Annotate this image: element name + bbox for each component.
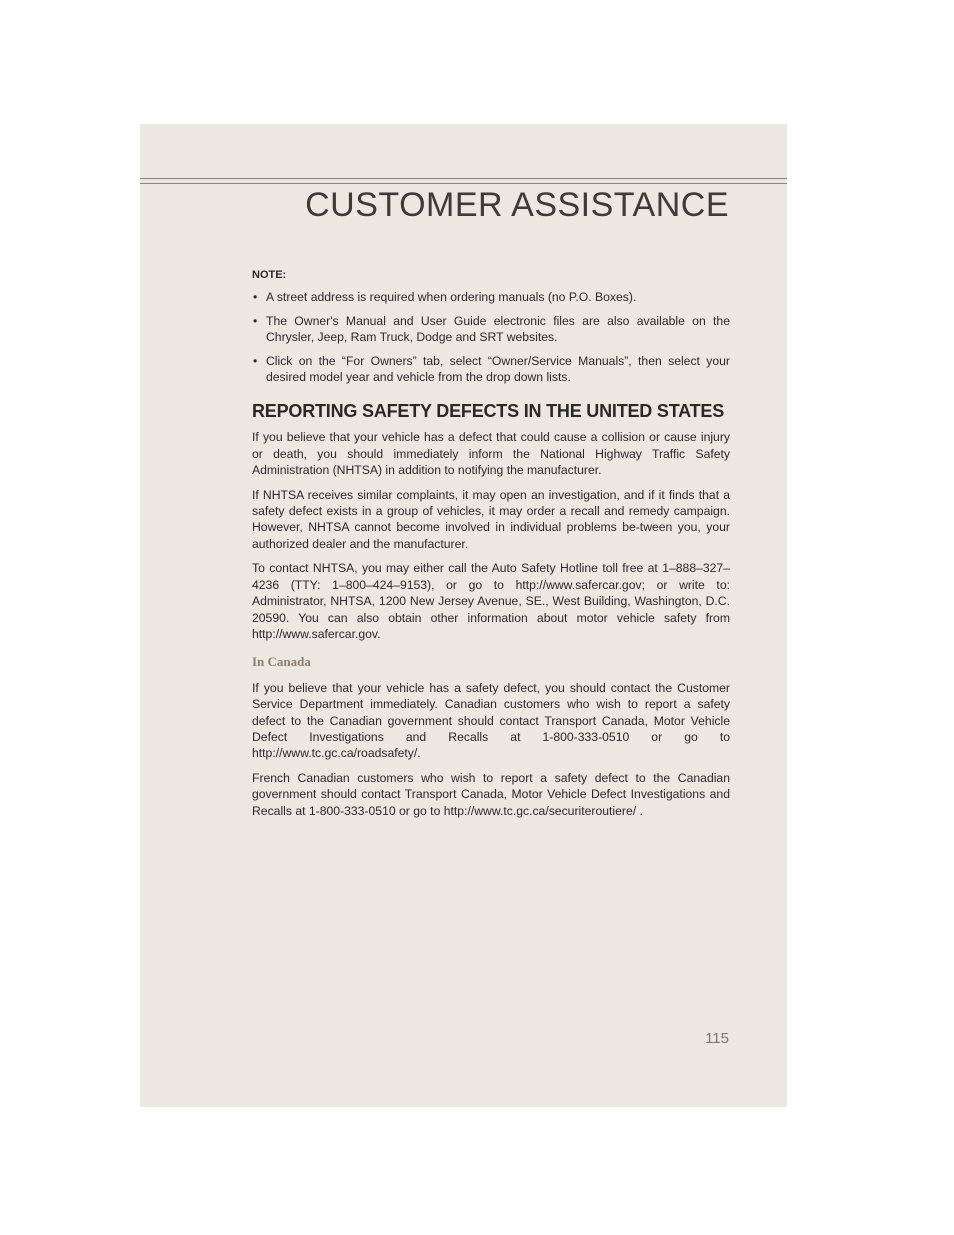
header-rule-bottom <box>140 183 787 184</box>
bullet-icon: • <box>253 353 258 368</box>
canada-subheading: In Canada <box>252 654 311 670</box>
section-paragraph: To contact NHTSA, you may either call the Auto Safety Hotline toll free at 1–888–327–4236 (TTY: 1–800–424–9153), or go to http://www.safercar.gov; or write to: Administrator, NHTSA, 1200 New Jersey Avenue, SE., West Building, Washington, D.C. 20590. You can also obtain other information about motor vehicle safety from http://www.safercar.gov. <box>252 561 730 641</box>
manual-page <box>140 124 787 1107</box>
page-content <box>252 267 730 827</box>
note-bullet-text: The Owner's Manual and User Guide electronic files are also available on the Chrysler, Jeep, Ram Truck, Dodge and SRT websites. <box>266 313 730 345</box>
section-heading: REPORTING SAFETY DEFECTS IN THE UNITED STATES <box>252 401 725 422</box>
note-bullet-list <box>252 289 730 385</box>
canada-paragraph: French Canadian customers who wish to report a safety defect to the Canadian government should contact Transport Canada, Motor Vehicle Defect Investigations and Recalls at 1-800-333-0510 or go to http://www.tc.gc.ca/securiteroutiere/ . <box>252 770 730 818</box>
note-bullet-item <box>252 313 730 346</box>
header-rule-top <box>140 178 787 179</box>
bullet-icon: • <box>253 290 258 305</box>
note-label: NOTE: <box>252 269 287 281</box>
note-bullet-item <box>252 289 730 305</box>
canada-paragraph: If you believe that your vehicle has a safety defect, you should contact the Customer Service Department immediately. Canadian customers who wish to report a safety defect to the Canadian government should contact Transport Canada, Motor Vehicle Defect Investigations and Recalls at 1-800-333-0510 or go to http://www.tc.gc.ca/roadsafety/. <box>252 680 730 761</box>
section-paragraph: If you believe that your vehicle has a defect that could cause a collision or cause injury or death, you should immediately inform the National Highway Traffic Safety Administration (NHTSA) in addition to notifying the manufacturer. <box>252 430 730 478</box>
section-paragraph: If NHTSA receives similar complaints, it may open an investigation, and if it finds that a safety defect exists in a group of vehicles, it may order a recall and remedy campaign. However, NHTSA cannot become involved in individual problems be-tween you, your authorized dealer and the manufacturer. <box>252 487 730 551</box>
page-number: 115 <box>705 1030 729 1047</box>
section-title: CUSTOMER ASSISTANCE <box>305 186 729 224</box>
note-bullet-item <box>252 353 730 386</box>
bullet-icon: • <box>253 313 258 328</box>
note-bullet-text: A street address is required when ordering manuals (no P.O. Boxes). <box>266 290 637 305</box>
note-bullet-text: Click on the “For Owners” tab, select “Owner/Service Manuals”, then select your desired model year and vehicle from the drop down lists. <box>266 353 730 385</box>
